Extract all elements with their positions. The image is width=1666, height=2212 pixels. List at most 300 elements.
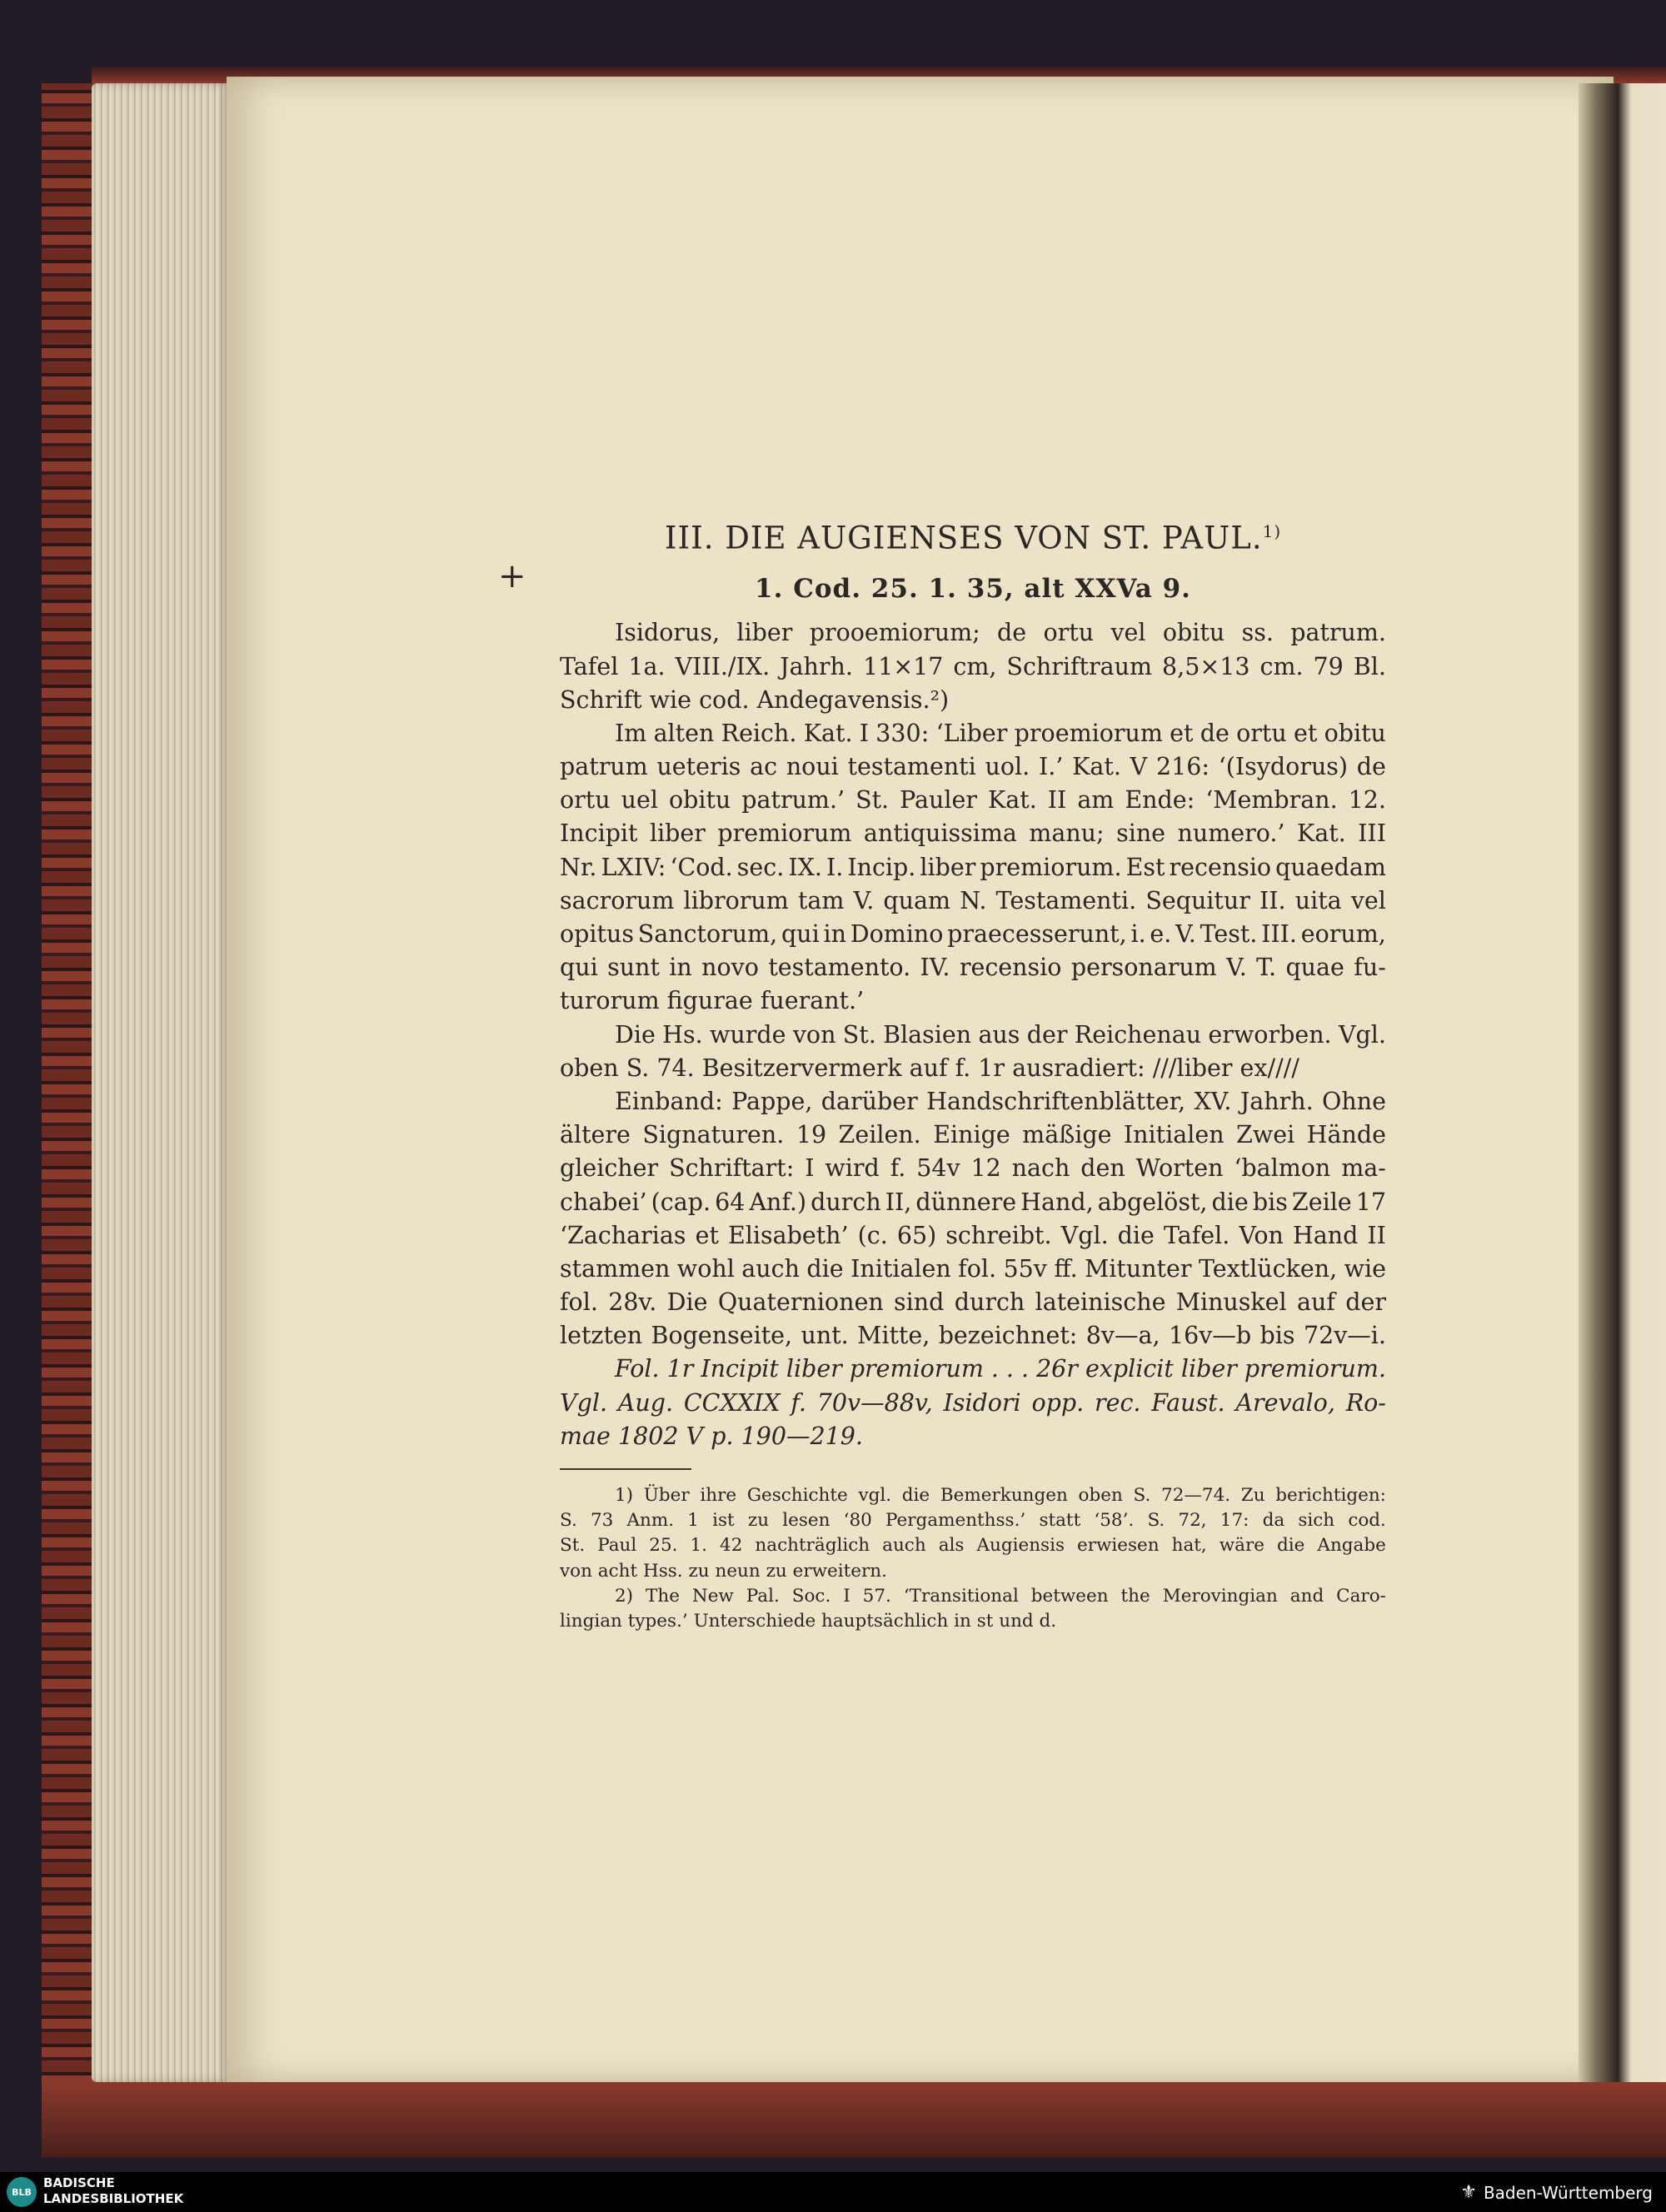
word: New bbox=[691, 1585, 734, 1607]
word: 17: bbox=[1220, 1510, 1250, 1532]
word: unt. bbox=[801, 1322, 849, 1350]
word: opitus bbox=[560, 920, 634, 949]
word: I bbox=[805, 1154, 815, 1183]
word: 330: bbox=[875, 719, 930, 747]
word: premiorum. bbox=[1244, 1355, 1386, 1383]
word: II bbox=[1367, 1221, 1386, 1249]
word: Arevalo, bbox=[1235, 1388, 1335, 1417]
word: zu bbox=[766, 1560, 793, 1582]
word: von bbox=[560, 1560, 598, 1582]
word: ac bbox=[750, 753, 778, 781]
body-line bbox=[560, 984, 1386, 1018]
word: Schriftraum bbox=[1006, 652, 1152, 680]
word: neun bbox=[715, 1560, 766, 1582]
word: die bbox=[1117, 1221, 1155, 1249]
word: Von bbox=[1239, 1221, 1284, 1249]
word: II bbox=[1047, 786, 1067, 815]
word: erweitern. bbox=[792, 1560, 887, 1582]
body-line bbox=[560, 1186, 1386, 1219]
word: hat, bbox=[1171, 1535, 1207, 1557]
codex-heading: 1. Cod. 25. 1. 35, alt XXVa 9. bbox=[755, 574, 1191, 605]
word: ältere bbox=[560, 1121, 631, 1149]
word: Merovingian bbox=[1162, 1585, 1278, 1607]
word: S. bbox=[1133, 1485, 1151, 1507]
word: Im bbox=[615, 719, 647, 747]
word: Zeile bbox=[1291, 1188, 1352, 1216]
word: letzten bbox=[560, 1322, 643, 1350]
word: I. bbox=[826, 853, 844, 881]
word: Ro- bbox=[1345, 1388, 1386, 1417]
word: 72, bbox=[1178, 1510, 1207, 1532]
word: 1. bbox=[690, 1535, 708, 1557]
word: Pergamenthss.’ bbox=[885, 1510, 1026, 1532]
word: e. bbox=[1150, 920, 1172, 949]
word: premiorum bbox=[717, 820, 852, 848]
heading-footnote-ref: 1) bbox=[1262, 521, 1282, 541]
word: alten bbox=[653, 719, 715, 747]
word: 72—74. bbox=[1161, 1485, 1231, 1507]
word: Est bbox=[1125, 853, 1165, 881]
footnote-line bbox=[560, 1533, 1386, 1558]
word: ‘80 bbox=[843, 1510, 872, 1532]
word: noui bbox=[786, 753, 839, 781]
word: eorum, bbox=[1300, 920, 1386, 949]
word: V. bbox=[853, 886, 875, 914]
word: Initialen bbox=[1123, 1121, 1225, 1149]
word: Unterschiede bbox=[693, 1610, 822, 1632]
word: types.’ bbox=[627, 1610, 694, 1632]
word: liber bbox=[786, 1355, 842, 1383]
body-line bbox=[560, 784, 1386, 817]
body-line bbox=[560, 884, 1386, 918]
body-line bbox=[560, 1286, 1386, 1319]
word: fuerant.’ bbox=[760, 987, 865, 1015]
word: nachträglich bbox=[755, 1535, 870, 1557]
body-line bbox=[560, 1387, 1386, 1420]
word: schreibt. bbox=[945, 1221, 1052, 1249]
word: ‘Zacharias bbox=[560, 1221, 686, 1249]
word: 72v—i. bbox=[1303, 1322, 1386, 1350]
word: Caro- bbox=[1336, 1585, 1386, 1607]
word: 57. bbox=[862, 1585, 891, 1607]
word: der bbox=[1345, 1288, 1386, 1317]
word: sind bbox=[894, 1288, 945, 1317]
word: Zwei bbox=[1236, 1121, 1295, 1149]
word: de bbox=[1200, 719, 1230, 747]
word: uel bbox=[621, 786, 658, 815]
word: Kat. bbox=[803, 719, 853, 747]
footnote-line bbox=[560, 1609, 1386, 1634]
word: 12 bbox=[970, 1154, 1001, 1183]
word: 11×17 bbox=[862, 652, 944, 680]
word: Pappe, bbox=[731, 1087, 813, 1115]
word: liber bbox=[736, 619, 793, 647]
footnote-line bbox=[560, 1584, 1386, 1609]
word: lesen bbox=[782, 1510, 831, 1532]
word: 64 bbox=[715, 1188, 746, 1216]
word: librorum bbox=[683, 886, 789, 914]
word: Reich. bbox=[721, 719, 797, 747]
word: Signaturen. bbox=[642, 1121, 785, 1149]
word: de bbox=[997, 619, 1027, 647]
word: V. bbox=[1175, 920, 1196, 949]
word: V. bbox=[1226, 954, 1247, 982]
word: als bbox=[938, 1535, 965, 1557]
word: Vgl. bbox=[1338, 1020, 1386, 1049]
word: Testamenti. bbox=[995, 886, 1137, 914]
word: St. bbox=[855, 786, 890, 815]
word: erwiesen bbox=[1077, 1535, 1160, 1557]
word: praecesserunt, bbox=[947, 920, 1127, 949]
word: Hss. bbox=[642, 1560, 689, 1582]
word: Einband: bbox=[615, 1087, 723, 1115]
body-line bbox=[560, 1353, 1386, 1386]
word: ‘Cod. bbox=[670, 853, 733, 881]
word: Fol. bbox=[615, 1355, 660, 1383]
word: the bbox=[1120, 1585, 1150, 1607]
body-line bbox=[560, 1019, 1386, 1052]
footnote-line bbox=[560, 1483, 1386, 1508]
word: Bl. bbox=[1353, 652, 1386, 680]
word: ma- bbox=[1341, 1154, 1386, 1183]
word: sunt bbox=[607, 954, 660, 982]
word: f. bbox=[890, 1154, 906, 1183]
word: 54v bbox=[916, 1154, 960, 1183]
word: sacrorum bbox=[560, 886, 675, 914]
word: Nr. bbox=[560, 853, 597, 881]
word: Besitzervermerk bbox=[701, 1054, 910, 1082]
word: nach bbox=[1011, 1154, 1070, 1183]
word: rec. bbox=[1094, 1388, 1141, 1417]
footnotes bbox=[560, 1483, 1386, 1634]
word: sine bbox=[1116, 820, 1166, 848]
word: numero.’ bbox=[1177, 820, 1285, 848]
word: CCXXIX bbox=[683, 1388, 781, 1417]
word: vel bbox=[1110, 619, 1146, 647]
page-edges bbox=[92, 83, 229, 2082]
word: sich bbox=[1298, 1510, 1335, 1532]
word: premiorum bbox=[849, 1355, 984, 1383]
footnote-rule bbox=[560, 1468, 691, 1470]
word: in bbox=[954, 1610, 977, 1632]
word: f. bbox=[791, 1388, 806, 1417]
footnote-line bbox=[560, 1559, 1386, 1584]
word: 79 bbox=[1313, 652, 1344, 680]
word: between bbox=[1030, 1585, 1109, 1607]
word: premiorum. bbox=[980, 853, 1122, 881]
word: die bbox=[1211, 1188, 1249, 1216]
word: St. bbox=[560, 1535, 586, 1557]
word: obitu bbox=[1324, 719, 1386, 747]
body-line bbox=[560, 616, 1386, 650]
word: Isidori bbox=[943, 1388, 1021, 1417]
word: Worten bbox=[1135, 1154, 1224, 1183]
word: wurde bbox=[710, 1020, 786, 1049]
word: proemiorum bbox=[1014, 719, 1163, 747]
word: 12. bbox=[1348, 786, 1386, 815]
word: quam bbox=[883, 886, 951, 914]
word: Handschriftenblätter, bbox=[926, 1087, 1186, 1115]
body-line bbox=[560, 650, 1386, 684]
word: Zeilen. bbox=[838, 1121, 921, 1149]
word: Tafel. bbox=[1163, 1221, 1230, 1249]
word: auf bbox=[909, 1054, 955, 1082]
word: Incipit bbox=[701, 1355, 779, 1383]
word: I bbox=[843, 1585, 850, 1607]
word: testamento. bbox=[768, 954, 911, 982]
word: 26r bbox=[1036, 1355, 1078, 1383]
word: da bbox=[1262, 1510, 1285, 1532]
word: Minuskel bbox=[1175, 1288, 1287, 1317]
word: ueteris bbox=[656, 753, 741, 781]
word: IX. bbox=[788, 853, 822, 881]
word: turorum bbox=[560, 987, 667, 1015]
word: ex//// bbox=[1240, 1054, 1299, 1082]
body-line bbox=[560, 1085, 1386, 1118]
body-line bbox=[560, 1152, 1386, 1185]
section-heading: III. DIE AUGIENSES VON ST. PAUL.$^{1)}$ bbox=[664, 520, 1282, 556]
word: explicit bbox=[1085, 1355, 1174, 1383]
body-line bbox=[560, 717, 1386, 750]
word: Vgl. bbox=[560, 1388, 607, 1417]
word: ‘balmon bbox=[1234, 1154, 1331, 1183]
word: and bbox=[1289, 1585, 1324, 1607]
word: cod. bbox=[1348, 1510, 1386, 1532]
word: liber bbox=[920, 853, 976, 881]
word: Kat. bbox=[1296, 820, 1346, 848]
word: prooemiorum; bbox=[809, 619, 980, 647]
coat-of-arms-icon: ⚜ bbox=[1460, 2182, 1475, 2203]
word: ‘Membran. bbox=[1205, 786, 1338, 815]
word: Hände bbox=[1306, 1121, 1386, 1149]
word: durch bbox=[954, 1288, 1025, 1317]
word: 25. bbox=[649, 1535, 678, 1557]
word: T. bbox=[1256, 954, 1277, 982]
word: lateinische bbox=[1035, 1288, 1166, 1317]
word: 73 bbox=[590, 1510, 614, 1532]
word: et bbox=[695, 1221, 719, 1249]
word: Test. bbox=[1200, 920, 1258, 949]
word: Hs. bbox=[662, 1020, 703, 1049]
word: i. bbox=[1130, 920, 1146, 949]
word: in bbox=[823, 920, 846, 949]
word: patrum bbox=[560, 753, 648, 781]
footer-bar bbox=[0, 2172, 1666, 2212]
word: Incipit bbox=[560, 820, 638, 848]
word: Kat. bbox=[1072, 753, 1121, 781]
library-name[interactable]: BADISCHE LANDESBIBLIOTHEK bbox=[43, 2175, 184, 2206]
word: St. bbox=[842, 1020, 876, 1049]
word: Domino bbox=[850, 920, 944, 949]
word: ortu bbox=[560, 786, 611, 815]
body-line bbox=[560, 918, 1386, 951]
word: die bbox=[1277, 1535, 1305, 1557]
word: ///liber bbox=[1152, 1054, 1240, 1082]
word: The bbox=[646, 1585, 680, 1607]
word: in bbox=[669, 954, 692, 982]
word: 1r bbox=[978, 1054, 1013, 1082]
word: obitu bbox=[1162, 619, 1225, 647]
footnote-line bbox=[560, 1508, 1386, 1533]
word: chabei’ bbox=[560, 1188, 647, 1216]
word: Jahrh. bbox=[780, 652, 853, 680]
word: ausradiert: bbox=[1012, 1054, 1153, 1082]
body-line bbox=[560, 817, 1386, 850]
word: qui bbox=[781, 920, 820, 949]
word: liber bbox=[1180, 1355, 1237, 1383]
word: et bbox=[1293, 719, 1318, 747]
body-text bbox=[560, 616, 1386, 1453]
word: VIII./IX. bbox=[675, 652, 771, 680]
word: ihre bbox=[700, 1485, 737, 1507]
word: 1 bbox=[687, 1510, 699, 1532]
word: fol. bbox=[560, 1288, 598, 1317]
word: V bbox=[686, 1422, 711, 1450]
word: acht bbox=[597, 1560, 643, 1582]
body-line bbox=[560, 1052, 1386, 1085]
word: auch bbox=[882, 1535, 926, 1557]
word: stammen bbox=[560, 1254, 671, 1283]
word: durch bbox=[811, 1188, 881, 1216]
word: quaedam bbox=[1275, 853, 1386, 881]
word: Schriftart: bbox=[669, 1154, 795, 1183]
word: V bbox=[1130, 753, 1148, 781]
word: Pal. bbox=[746, 1585, 780, 1607]
word: fu- bbox=[1354, 954, 1386, 982]
cross-mark: + bbox=[498, 557, 526, 595]
word: Geschichte bbox=[746, 1485, 848, 1507]
word: vgl. bbox=[858, 1485, 892, 1507]
word: 19 bbox=[796, 1121, 827, 1149]
word: IV. bbox=[920, 954, 950, 982]
word: Soc. bbox=[791, 1585, 831, 1607]
word: I bbox=[859, 719, 870, 747]
word: Zu bbox=[1240, 1485, 1265, 1507]
word: 1802 bbox=[617, 1422, 686, 1450]
word: patrum.’ bbox=[741, 786, 845, 815]
word: . bbox=[990, 1355, 999, 1383]
word: und bbox=[999, 1610, 1040, 1632]
word: Augiensis bbox=[976, 1535, 1065, 1557]
word: cod. bbox=[699, 685, 757, 714]
word: Quaternionen bbox=[717, 1288, 884, 1317]
word: wäre bbox=[1219, 1535, 1265, 1557]
word: Sanctorum, bbox=[637, 920, 778, 949]
word: 16v—b bbox=[1169, 1322, 1252, 1350]
body-line bbox=[560, 1319, 1386, 1353]
word: wie bbox=[1344, 1254, 1386, 1283]
word: Die bbox=[615, 1020, 656, 1049]
word: Einige bbox=[933, 1121, 1010, 1149]
word: am bbox=[1077, 786, 1115, 815]
blb-logo[interactable]: BLB bbox=[7, 2177, 37, 2207]
word: . bbox=[1005, 1355, 1014, 1383]
word: recensio bbox=[1169, 853, 1272, 881]
word: N. bbox=[960, 886, 987, 914]
word: Initialen bbox=[850, 1254, 951, 1283]
word: 74. bbox=[656, 1054, 702, 1082]
word: wie bbox=[649, 685, 700, 714]
word: Isidorus, bbox=[615, 619, 721, 647]
word: Elisabeth’ bbox=[727, 1221, 849, 1249]
word: darüber bbox=[821, 1087, 918, 1115]
word: lingian bbox=[560, 1610, 628, 1632]
word: antiquissima bbox=[863, 820, 1017, 848]
word: Bemerkungen bbox=[940, 1485, 1068, 1507]
word: Bogenseite, bbox=[651, 1322, 793, 1350]
word: ‘Transitional bbox=[903, 1585, 1019, 1607]
word: S. bbox=[560, 1510, 577, 1532]
word: Mitunter bbox=[1085, 1254, 1192, 1283]
word: Incip. bbox=[847, 853, 916, 881]
word: testamenti bbox=[847, 753, 976, 781]
word: recensio bbox=[959, 954, 1062, 982]
word: 8,5×13 bbox=[1162, 652, 1250, 680]
word: bis bbox=[1259, 1322, 1295, 1350]
word: 216: bbox=[1156, 753, 1210, 781]
word: personarum bbox=[1070, 954, 1217, 982]
word: ist bbox=[712, 1510, 735, 1532]
word: statt bbox=[1039, 1510, 1081, 1532]
word: ‘Liber bbox=[935, 719, 1008, 747]
word: Kat. bbox=[987, 786, 1037, 815]
word: den bbox=[1080, 1154, 1125, 1183]
word: patrum. bbox=[1290, 619, 1386, 647]
state-logo[interactable]: ⚜ Baden-Württemberg bbox=[1460, 2182, 1653, 2203]
word: uita bbox=[1294, 886, 1342, 914]
word: Mitte, bbox=[857, 1322, 930, 1350]
word: Reichenau bbox=[1074, 1020, 1202, 1049]
word: oben bbox=[560, 1054, 626, 1082]
word: auf bbox=[1297, 1288, 1335, 1317]
word: 55v bbox=[1003, 1254, 1047, 1283]
word: Blasien bbox=[883, 1020, 972, 1049]
word: d. bbox=[1039, 1610, 1057, 1632]
word: III. bbox=[1261, 920, 1297, 949]
word: sec. bbox=[736, 853, 785, 881]
word: Paul bbox=[597, 1535, 637, 1557]
word: zu bbox=[747, 1510, 770, 1532]
word: mäßige bbox=[1022, 1121, 1112, 1149]
word: ff. bbox=[1054, 1254, 1078, 1283]
word: cm, bbox=[953, 652, 997, 680]
word: Hand, bbox=[1020, 1188, 1094, 1216]
word: 42 bbox=[720, 1535, 743, 1557]
word: von bbox=[792, 1020, 836, 1049]
word: Pauler bbox=[900, 786, 977, 815]
word: cm. bbox=[1259, 652, 1304, 680]
word: die bbox=[806, 1254, 844, 1283]
word: (c. bbox=[857, 1221, 888, 1249]
word: Anf.) bbox=[749, 1188, 807, 1216]
word: Textlücken, bbox=[1198, 1254, 1338, 1283]
word: zu bbox=[688, 1560, 716, 1582]
body-line bbox=[560, 951, 1386, 984]
word: Andegavensis.²) bbox=[756, 685, 950, 714]
word: II. bbox=[1259, 886, 1286, 914]
word: aus bbox=[978, 1020, 1020, 1049]
word: XV. bbox=[1194, 1087, 1232, 1115]
word: berichtigen: bbox=[1275, 1485, 1386, 1507]
word: Angabe bbox=[1317, 1535, 1386, 1557]
word: 8v—a, bbox=[1085, 1322, 1160, 1350]
word: gleicher bbox=[560, 1154, 659, 1183]
word: hauptsächlich bbox=[821, 1610, 955, 1632]
word: Ohne bbox=[1322, 1087, 1386, 1115]
word: quae bbox=[1285, 954, 1344, 982]
word: I.’ bbox=[1038, 753, 1064, 781]
word: ‘58’. bbox=[1094, 1510, 1135, 1532]
